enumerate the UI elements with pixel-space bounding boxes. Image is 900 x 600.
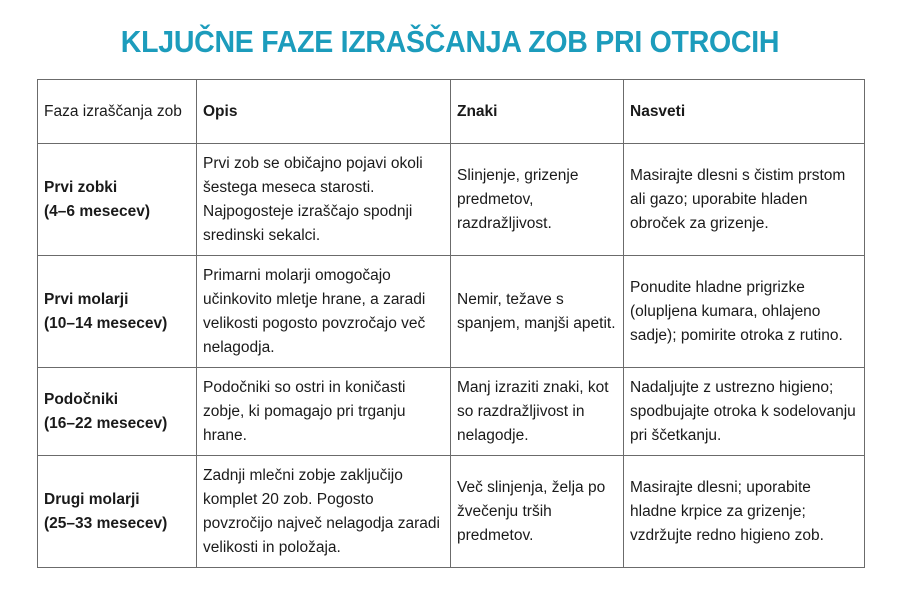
nasveti-cell: Masirajte dlesni s čistim prstom ali gazo; uporabite hladen obroček za grizenje.: [624, 144, 865, 256]
phase-range: (16–22 mesecev): [44, 414, 168, 432]
phase-cell: [38, 144, 197, 256]
phase-name: Drugi molarji: [44, 490, 140, 508]
table-row: [38, 368, 865, 456]
header-phase: Faza izraščanja zob: [38, 80, 197, 144]
znaki-cell: Manj izraziti znaki, kot so razdražljivost in nelagodje.: [451, 368, 624, 456]
phase-name: Prvi molarji: [44, 290, 129, 308]
nasveti-cell: Nadaljujte z ustrezno higieno; spodbujajte otroka k sodelovanju pri ščetkanju.: [624, 368, 865, 456]
header-opis: Opis: [197, 80, 451, 144]
znaki-cell: Več slinjenja, želja po žvečenju trših predmetov.: [451, 456, 624, 568]
znaki-cell: Nemir, težave s spanjem, manjši apetit.: [451, 256, 624, 368]
table-header-row: [38, 80, 865, 144]
phase-range: (10–14 mesecev): [44, 314, 168, 332]
phase-cell: [38, 256, 197, 368]
table-row: [38, 144, 865, 256]
phase-name: Prvi zobki: [44, 178, 118, 196]
opis-cell: Podočniki so ostri in koničasti zobje, ki pomagajo pri trganju hrane.: [197, 368, 451, 456]
phase-range: (25–33 mesecev): [44, 514, 168, 532]
phase-name: Podočniki: [44, 390, 119, 408]
header-nasveti: Nasveti: [624, 80, 865, 144]
table-row: [38, 256, 865, 368]
table-row: [38, 456, 865, 568]
page-title: KLJUČNE FAZE IZRAŠČANJA ZOB PRI OTROCIH: [120, 24, 780, 59]
opis-cell: Prvi zob se običajno pojavi okoli šestega meseca starosti. Najpogosteje izraščajo spodnji sredinski sekalci.: [197, 144, 451, 256]
opis-cell: Zadnji mlečni zobje zaključijo komplet 20 zob. Pogosto povzročijo največ nelagodja zaradi velikosti in položaja.: [197, 456, 451, 568]
nasveti-cell: Ponudite hladne prigrizke (olupljena kumara, ohlajeno sadje); pomirite otroka z rutino.: [624, 256, 865, 368]
phase-range: (4–6 mesecev): [44, 202, 150, 220]
nasveti-cell: Masirajte dlesni; uporabite hladne krpice za grizenje; vzdržujte redno higieno zob.: [624, 456, 865, 568]
phase-cell: [38, 456, 197, 568]
opis-cell: Primarni molarji omogočajo učinkovito mletje hrane, a zaradi velikosti pogosto povzročajo več nelagodja.: [197, 256, 451, 368]
phase-cell: [38, 368, 197, 456]
teething-phases-table: [37, 79, 865, 568]
header-znaki: Znaki: [451, 80, 624, 144]
znaki-cell: Slinjenje, grizenje predmetov, razdražljivost.: [451, 144, 624, 256]
